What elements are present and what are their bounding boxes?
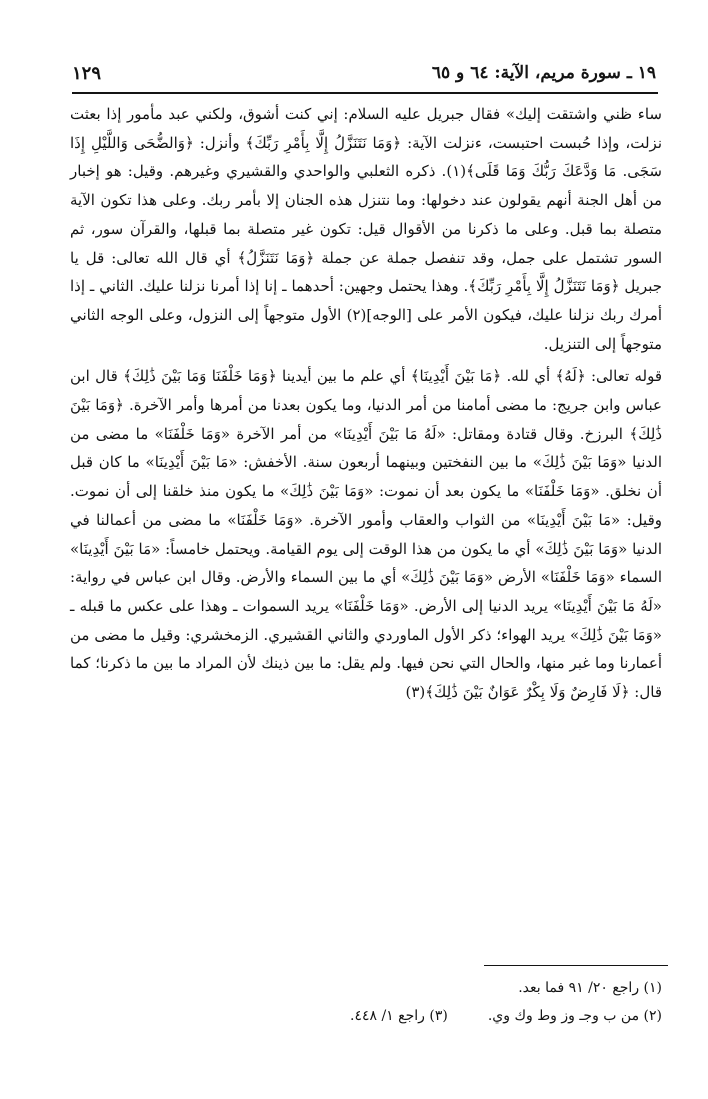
- footnote: (١) راجع ٢٠/ ٩١ فما بعد.: [518, 980, 662, 996]
- paragraph: ساء ظني واشتقت إليك» فقال جبريل عليه السلام: إني كنت أشوق، ولكني عبد مأمور إذا بعثت نزلت، وإذا حُبست احتبست، ءنزلت الآية: ﴿وَمَا نَتَنَزَّلُ إِلَّا بِأَمْرِ رَبِّكَ﴾ وأنزل: ﴿وَالضُّحَى وَاللَّيْلِ إِذَا سَجَى. مَا وَدَّعَكَ رَبُّكَ وَمَا قَلَى﴾(١). ذكره الثعلبي والواحدي والقشيري وغيرهم. وقيل: هو إخبار من أهل الجنة أنهم يقولون عند دخولها: وما نتنزل هذه الجنان إلا بأمر ربك. وعلى هذا تكون الآية متصلة بما قبل. وعلى ما ذكرنا من الأقوال قيل: تكون غير متصلة بما قبلها، والقرآن سور، ثم السور تشتمل على جمل، وقد تنفصل جملة عن جملة ﴿وَمَا نَتَنَزَّلُ﴾ أي قال الله تعالى: قل يا جبريل ﴿وَمَا نَتَنَزَّلُ إِلَّا بِأَمْرِ رَبِّكَ﴾. وهذا يحتمل وجهين: أحدهما ـ إنا إذا أمرنا نزلنا عليك. الثاني ـ إذا أمرك ربك نزلنا عليك، فيكون الأمر على [الوجه](٢) الأول متوجهاً إلى النزول، وعلى الوجه الثاني متوجهاً إلى التنزيل.: [70, 105, 663, 353]
- paragraph: قوله تعالى: ﴿لَهُ﴾ أي لله. ﴿مَا بَيْنَ أَيْدِينَا﴾ أي علم ما بين أيدينا ﴿وَمَا خَلْفَنَا وَمَا بَيْنَ ذَٰلِكَ﴾ قال ابن عباس وابن جريج: ما مضى أمامنا من أمر الدنيا، وما يكون بعدنا من أمرها وأمر الآخرة. ﴿وَمَا بَيْنَ ذَٰلِكَ﴾ البرزخ. وقال قتادة ومقاتل: «لَهُ مَا بَيْنَ أَيْدِينَا» من أمر الآخرة «وَمَا خَلْفَنَا» ما مضى من الدنيا «وَمَا بَيْنَ ذَٰلِكَ» ما بين النفختين وبينهما أربعون سنة. الأخفش: «مَا بَيْنَ أَيْدِينَا» ما كان قبل أن نخلق. «وَمَا خَلْفَنَا» ما يكون بعد أن نموت: «وَمَا بَيْنَ ذَٰلِكَ» ما يكون منذ خلقنا إلى أن نموت. وقيل: «مَا بَيْنَ أَيْدِينَا» من الثواب والعقاب وأمور الآخرة. «وَمَا خَلْفَنَا» ما مضى من أعمالنا في الدنيا «وَمَا بَيْنَ ذَٰلِكَ» أي ما يكون من هذا الوقت إلى يوم القيامة. ويحتمل خامساً: «مَا بَيْنَ أَيْدِينَا» السماء «وَمَا خَلْفَنَا» الأرض «وَمَا بَيْنَ ذَٰلِكَ» أي ما بين السماء والأرض. وقال ابن عباس في رواية: «لَهُ مَا بَيْنَ أَيْدِينَا» يريد الدنيا إلى الأرض. «وَمَا خَلْفَنَا» يريد السموات ـ وهذا على عكس ما قبله ـ «وَمَا بَيْنَ ذَٰلِكَ» يريد الهواء؛ ذكر الأول الماوردي والثاني القشيري. الزمخشري: وقيل ما مضى من أعمارنا وما غبر منها، والحال التي نحن فيها. ولم يقل: ما بين ذينك لأن المراد ما بين ما ذكرنا؛ كما قال: ﴿لَا فَارِضٌ وَلَا بِكْرٌ عَوَانٌ بَيْنَ ذَٰلِكَ﴾(٣): [70, 367, 662, 702]
- footnote: (٢) من ب وجـ وز وط وك وي.: [487, 1008, 662, 1024]
- header-rule: [72, 92, 658, 94]
- footnote: (٣) راجع ١/ ٤٤٨.: [349, 1008, 448, 1024]
- main-text: [70, 100, 662, 707]
- page-number: ١٢٩: [72, 62, 102, 84]
- footnote-rule: [484, 965, 668, 966]
- footnotes: [220, 974, 662, 1030]
- running-title: ١٩ ـ سورة مريم، الآية: ٦٤ و ٦٥: [431, 63, 656, 83]
- page-header: [72, 58, 656, 88]
- footnote-row: [220, 1002, 662, 1030]
